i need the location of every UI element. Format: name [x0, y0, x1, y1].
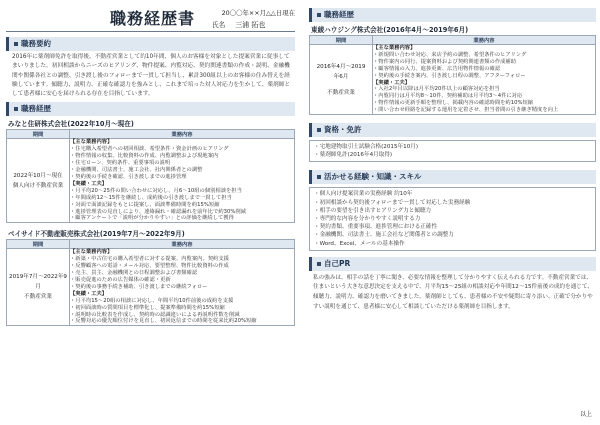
square-bullet-icon	[317, 13, 321, 17]
content-cell: 【主な業務内容】 ・新規問い合わせ対応、来店予約の調整、希望条件のヒアリング ・物件案内の同行、提案資料および契約関連書類の作成補助 ・顧客情報の入力、進捗更新、広告用物件情報の確認 ・契約後の手続き案内、引き渡し日程の調整、アフターフォロー 【実績・工夫】 ・入社2年目以降は月平均20件以上の顧客対応を担当 ・内覧同行は月平均8～10件、契約補助は月平均3～4件に対応 ・物件情報の更新手順を整理し、掲載内容の確認時間を約10%短縮 ・問い合わせ経路を記録する運用を定着させ、担当者間の引き継ぎ精度を向上	[373, 45, 596, 115]
col-period-header: 期間	[7, 130, 70, 139]
license-item: ・宅地建物取引士試験合格(2015年10月)	[314, 144, 419, 151]
content-cell: 【主な業務内容】 ・新築・中古住宅の購入希望者に対する提案、内覧案内、契約支援 ・反響顧客への電話・メール対応、要望整理、物件比較資料の作成 ・売主、買主、金融機関との日程調整および書類確認 ・販売促進のための広告媒体の確認・更新 ・契約後の事務手続き補助、引き渡しまでの継続フォロー 【実績・工夫】 ・月平均15～20組の相談に対応し、年間平均10件前後の成約を支援 ・初回面談時の質問項目を標準化し、提案準備時間を約15%短縮 ・説明時の比較表を作成し、契約時の認識違いによる再説明件数を削減 ・反響対応の優先順位付けを見直し、初回返信までの時間を従来比約20%短縮	[70, 249, 295, 326]
pr-text: 私の強みは、相手の話を丁寧に聞き、必要な情報を整理して分かりやすく伝えられる力です。不動産営業では、住まいという大きな意思決定を支える中で、月平均15～25組の相談対応や年間12～15件前後の成約を通じて、傾聴力、説明力、確認力を磨いてきました。薬剤師としても、患者様の不安や疑問に寄り添い、正確で分かりやすい説明を通じて、患者様に安心して相談していただける薬剤師を目指します。	[313, 274, 593, 310]
content-cell: 【主な業務内容】 ・住宅購入希望者への初回相談、希望条件・資金計画のヒアリング ・物件情報の収集、比較資料の作成、内覧調整および現地案内 ・住宅ローン、契約条件、重要事項の説明 ・金融機関、司法書士、施工会社、社内関係者との調整 ・契約後の手続き確認、引き渡しまでの進捗管理 【実績・工夫】 ・月平均20～25件の問い合わせに対応し、月6～10組の個別相談を担当 ・年間成約12～15件を継続し、成約後の引き渡しまで一貫して担当 ・対面で面談記録をもとに提案し、面談準備時間を約15%短縮 ・進捗管理表の見直しにより、連絡漏れ・確認漏れを前年比で約30%削減 ・顧客アンケートで「説明が分かりやすい」との評価を継続して獲得	[70, 139, 295, 223]
square-bullet-icon	[14, 107, 18, 111]
title-rule	[6, 31, 295, 32]
period-cell: 2019年7月～2022年9月 不動産営業	[7, 249, 70, 326]
skill-item: ・Word、Excel、メールの基本操作	[314, 240, 405, 247]
date-line: 20〇〇年××月△△日現在	[221, 9, 295, 17]
job-table	[6, 239, 295, 326]
period-cell: 2022年10月～現在 個人向け不動産営業	[7, 139, 70, 223]
company-name: 東綾ハウジング株式会社(2016年4月～2019年6月)	[311, 26, 469, 34]
skill-item: ・個人向け提案営業の実務経験 約10年	[314, 191, 413, 198]
skill-item: ・契約書類、重要事項、進捗管理における正確性	[314, 224, 438, 231]
company-name: ベイサイド不動産販売株式会社(2019年7月～2022年9月)	[8, 230, 185, 239]
col-content-header: 業務内容	[70, 130, 295, 139]
document-title: 職務経歴書	[110, 9, 196, 28]
company-name: みなと住研株式会社(2022年10月～現在)	[8, 120, 134, 129]
skill-item: ・初回相談から契約後フォローまで一貫して対応した実務経験	[314, 199, 471, 206]
skills-box	[309, 187, 596, 250]
col-period-header: 期間	[7, 240, 70, 249]
name-value: 三浦 拓也	[235, 21, 266, 29]
right-column	[309, 0, 596, 312]
square-bullet-icon	[317, 262, 321, 266]
period-cell: 2016年4月～2019年6月 不動産営業	[310, 45, 373, 115]
skill-item: ・相手の要望を引き出すヒアリング力と傾聴力	[314, 207, 432, 214]
section-history-heading: 職務経歴	[309, 8, 596, 22]
job-table	[309, 35, 596, 115]
summary-text: 2016年に薬剤師免許を取得後、不動産営業として約10年間、個人のお客様を対象とした提案営業に従事してまいりました。初回相談からニーズのヒアリング、物件提案、内覧対応、契約関連書類の作成・説明、金融機関や関係各社との調整、引き渡し後のフォローまで一貫して担当し、累計300組以上のお客様の住み替えを経験しています。傾聴力、説明力、正確な確認力を強みとし、これまで培った対人対応力を生かして、薬剤師として患者様に安心を届けられる存在を目指しています。	[12, 54, 291, 98]
licenses-box	[309, 140, 596, 162]
skill-item: ・専門的な内容を分かりやすく説明する力	[314, 216, 421, 223]
col-content-header: 業務内容	[70, 240, 295, 249]
col-content-header: 業務内容	[373, 36, 596, 45]
col-period-header: 期間	[310, 36, 373, 45]
skill-item: ・金融機関、司法書士、施工会社など関係者との調整力	[314, 232, 454, 239]
section-summary-heading: 職務要約	[6, 37, 295, 51]
name-line	[212, 19, 265, 30]
square-bullet-icon	[317, 175, 321, 179]
name-label: 氏名	[212, 21, 226, 29]
title-row	[6, 0, 295, 32]
section-skills-heading: 活かせる経験・知識・スキル	[309, 170, 596, 184]
section-licenses-heading: 資格・免許	[309, 123, 596, 137]
square-bullet-icon	[14, 42, 18, 46]
square-bullet-icon	[317, 128, 321, 132]
closing-mark: 以上	[579, 411, 592, 418]
job-table	[6, 129, 295, 223]
license-item: ・薬剤師免許(2016年4月取得)	[314, 152, 393, 159]
section-pr-heading: 自己PR	[309, 257, 596, 271]
section-history-heading: 職務経歴	[6, 102, 295, 116]
left-column	[6, 0, 295, 326]
